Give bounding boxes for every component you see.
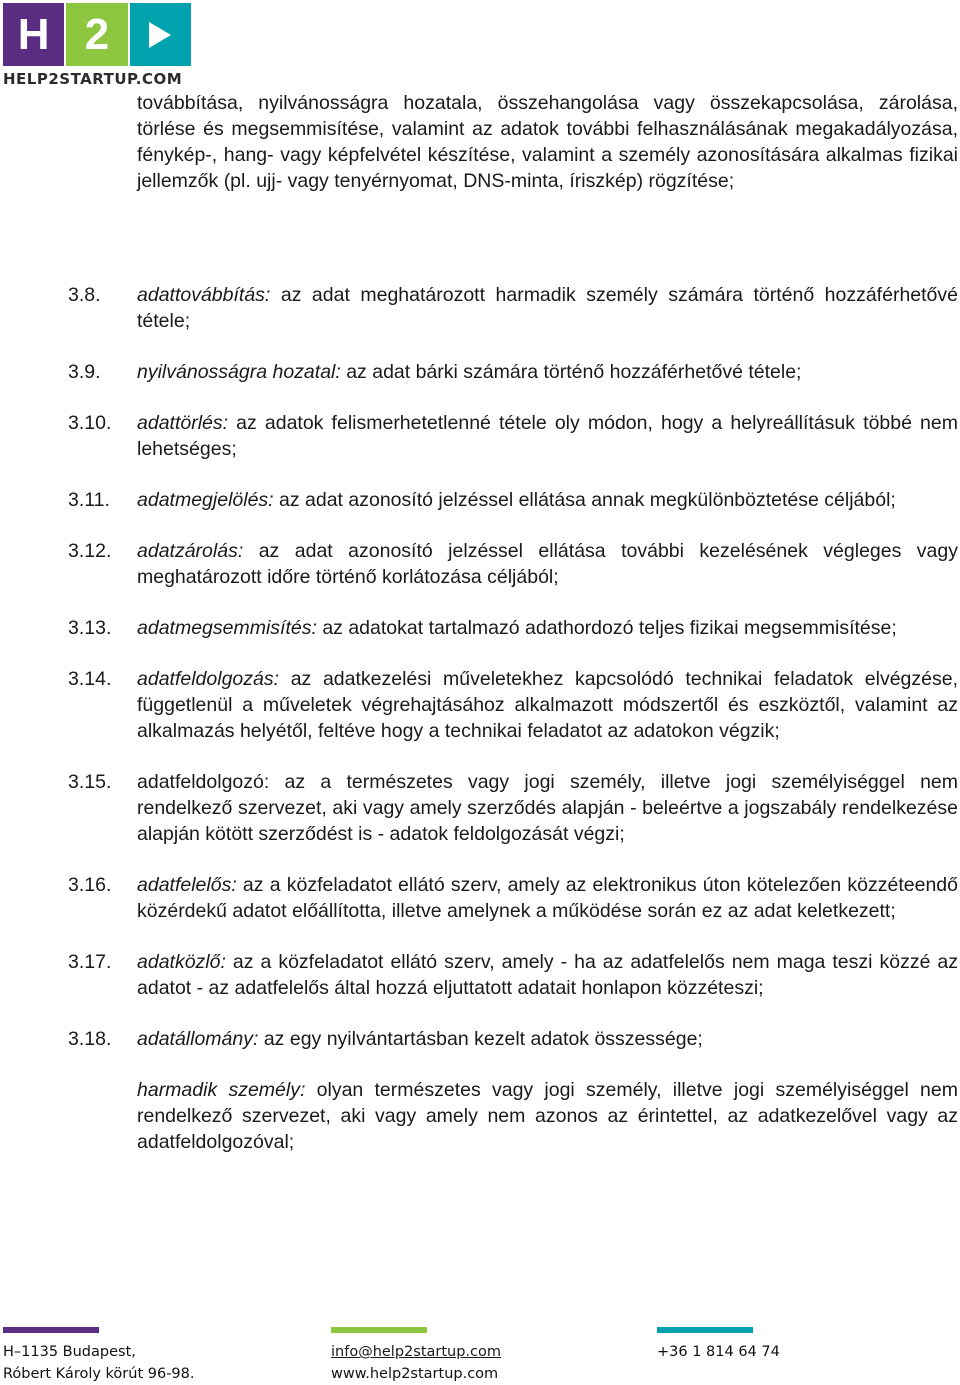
page-footer — [0, 1327, 960, 1383]
definition-item — [68, 487, 958, 513]
logo-tiles — [3, 3, 193, 66]
item-term: adatfelelős: — [137, 874, 237, 896]
item-body — [137, 666, 958, 744]
item-body — [137, 538, 958, 590]
definition-item — [68, 538, 958, 590]
item-text: az adatkezelési műveletekhez kapcsolódó technikai feladatok elvégzése, függetlenül a műveletek végrehajtásához alkalmazott módszertől és eszköztől, valamint az alkalmazás helyétől, feltéve hogy a technikai feladatot az adatokon végzik; — [137, 668, 958, 742]
item-number: 3.12. — [68, 540, 112, 562]
item-text: olyan természetes vagy jogi személy, illetve jogi személyiséggel nem rendelkező szervezet, aki vagy amely nem azonos az érintettel, az adatkezelővel vagy az adatfeldolgozóval; — [137, 1079, 958, 1153]
footer-address — [3, 1327, 195, 1385]
footer-address-line2: Róbert Károly körút 96-98. — [3, 1366, 195, 1382]
item-number: 3.8. — [68, 284, 101, 306]
item-number: 3.17. — [68, 951, 112, 973]
logo-tile-h: H — [3, 3, 64, 66]
item-body — [137, 949, 958, 1001]
footer-email-link[interactable]: info@help2startup.com — [331, 1344, 502, 1360]
item-term: adatmegsemmisítés: — [137, 617, 317, 639]
item-text: az a közfeladatot ellátó szerv, amely az elektronikus úton kötelezően közzéteendő közérdekű adatot előállította, illetve amelynek a működése során ez az adat keletkezett; — [137, 874, 958, 922]
play-triangle-icon — [147, 20, 173, 50]
item-text: az a közfeladatot ellátó szerv, amely - ha az adatfelelős nem maga teszi közzé az adatot - az adatfelelős által hozzá eljuttatott adatait honlapon közzéteszi; — [137, 951, 958, 999]
definition-item — [68, 615, 958, 641]
definition-item — [68, 282, 958, 334]
footer-web-link[interactable]: www.help2startup.com — [331, 1366, 499, 1382]
document-body — [68, 90, 958, 1155]
item-text: az adat meghatározott harmadik személy számára történő hozzáférhetővé tétele; — [137, 284, 958, 332]
item-text: az adatok felismerhetetlenné tétele oly módon, hogy a helyreállításuk többé nem lehetséges; — [137, 412, 958, 460]
item-body — [137, 410, 958, 462]
item-text: az adat azonosító jelzéssel ellátása további kezelésének végleges vagy meghatározott időre történő korlátozása céljából; — [137, 540, 958, 588]
definition-item — [68, 872, 958, 924]
item-term: adatközlő: — [137, 951, 226, 973]
item-number: 3.18. — [68, 1028, 112, 1050]
item-text: az adat azonosító jelzéssel ellátása annak megkülönböztetése céljából; — [273, 489, 896, 511]
footer-address-line1: H–1135 Budapest, — [3, 1344, 136, 1360]
definition-item — [68, 410, 958, 462]
logo-tile-2: 2 — [66, 3, 127, 66]
item-text: az egy nyilvántartásban kezelt adatok összessége; — [258, 1028, 703, 1050]
item-number — [68, 1077, 137, 1155]
item-number: 3.10. — [68, 412, 112, 434]
item-body — [137, 1026, 958, 1052]
item-body — [137, 1077, 958, 1155]
item-body — [137, 487, 958, 513]
definition-item — [68, 1077, 958, 1155]
company-logo[interactable] — [3, 3, 193, 88]
item-text: az adat bárki számára történő hozzáférhetővé tétele; — [340, 361, 802, 383]
item-number: 3.9. — [68, 361, 101, 383]
item-text: az adatokat tartalmazó adathordozó teljes fizikai megsemmisítése; — [316, 617, 897, 639]
definition-item — [68, 769, 958, 847]
logo-wordmark: HELP2STARTUP.COM — [3, 70, 183, 88]
definition-item — [68, 359, 958, 385]
footer-bar-purple — [3, 1327, 99, 1333]
item-number: 3.15. — [68, 771, 112, 793]
item-body — [137, 872, 958, 924]
item-body — [137, 359, 958, 385]
definition-item — [68, 1026, 958, 1052]
item-body — [137, 615, 958, 641]
definition-item — [68, 949, 958, 1001]
item-term: adatzárolás: — [137, 540, 244, 562]
item-term: adatmegjelölés: — [137, 489, 274, 511]
item-term: nyilvánosságra hozatal: — [137, 361, 341, 383]
item-term: adatfeldolgozás: — [137, 668, 280, 690]
item-number: 3.13. — [68, 617, 112, 639]
item-term: adattörlés: — [137, 412, 229, 434]
definition-item — [68, 666, 958, 744]
intro-paragraph: továbbítása, nyilvánosságra hozatala, összehangolása vagy összekapcsolása, zárolása, törlése és megsemmisítése, valamint az adatok további felhasználásának megakadályozása, fénykép-, hang- vagy képfelvétel készítése, valamint a személy azonosítására alkalmas fizikai jellemzők (pl. ujj- vagy tenyérnyomat, DNS-minta, íriszkép) rögzítése; — [137, 92, 958, 192]
item-term: harmadik személy: — [137, 1079, 306, 1101]
footer-phone-block — [657, 1327, 780, 1363]
item-term: adatállomány: — [137, 1028, 259, 1050]
footer-phone: +36 1 814 64 74 — [657, 1344, 780, 1360]
item-body — [137, 282, 958, 334]
item-number: 3.14. — [68, 668, 112, 690]
item-number: 3.11. — [68, 489, 110, 511]
item-number: 3.16. — [68, 874, 112, 896]
logo-tile-play — [130, 3, 191, 66]
item-term: adattovábbítás: — [137, 284, 271, 306]
item-body — [137, 769, 958, 847]
footer-bar-green — [331, 1327, 427, 1333]
footer-bar-teal — [657, 1327, 753, 1333]
item-text: adatfeldolgozó: az a természetes vagy jogi személy, illetve jogi személyiséggel nem rendelkező szervezet, aki vagy amely szerződés alapján - beleértve a jogszabály rendelkezése alapján kötött szerződést is - adatok feldolgozását végzi; — [137, 771, 958, 845]
footer-contact — [331, 1327, 501, 1385]
